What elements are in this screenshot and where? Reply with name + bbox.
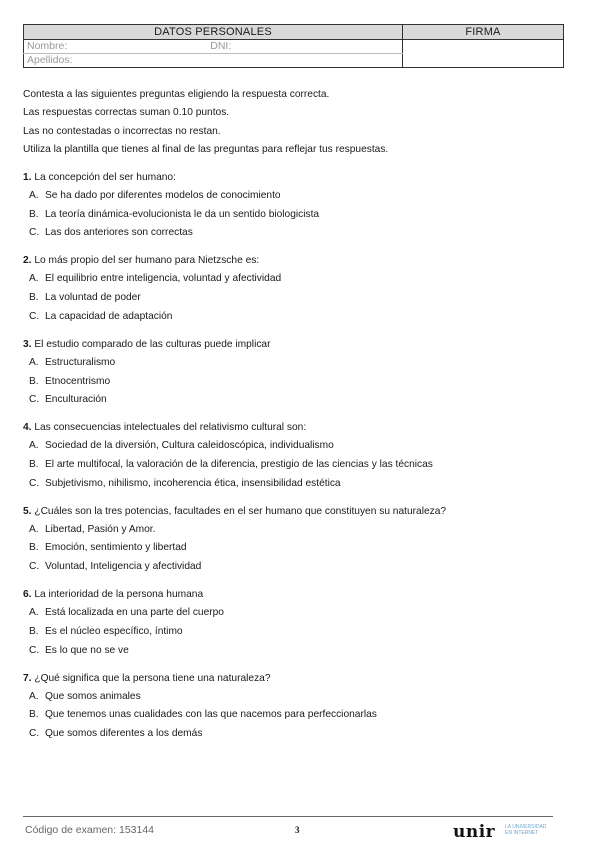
option-text: El equilibrio entre inteligencia, voluntad y afectividad: [45, 273, 282, 285]
option-letter: A.: [29, 607, 39, 619]
option-text: Que tenemos unas cualidades con las que nacemos para perfeccionarlas: [45, 709, 377, 721]
question-number: 1.: [23, 172, 32, 183]
question-2: [23, 252, 583, 326]
option-letter: C.: [29, 310, 40, 322]
option-b[interactable]: [23, 706, 583, 725]
option-text: Está localizada en una parte del cuerpo: [45, 607, 224, 619]
option-text: La voluntad de poder: [45, 292, 141, 304]
option-b[interactable]: [23, 456, 583, 475]
option-text: Voluntad, Inteligencia y afectividad: [45, 561, 202, 573]
option-text: Es el núcleo específico, íntimo: [45, 625, 183, 637]
option-letter: A.: [29, 523, 39, 535]
dni-label: DNI:: [210, 40, 232, 52]
option-text: Se ha dado por diferentes modelos de conocimiento: [45, 190, 281, 201]
apellidos-field[interactable]: [24, 54, 403, 68]
option-letter: C.: [29, 394, 40, 406]
option-letter: B.: [29, 292, 39, 304]
option-letter: C.: [29, 227, 40, 239]
option-text: Es lo que no se ve: [45, 644, 129, 656]
question-text: La concepción del ser humano:: [34, 172, 176, 183]
option-b[interactable]: [23, 539, 583, 558]
option-text: Que somos diferentes a los demás: [45, 728, 203, 739]
instruction-line: Utiliza la plantilla que tienes al final de las preguntas para reflejar tus respuestas.: [23, 144, 389, 156]
option-text: La teoría dinámica-evolucionista le da un sentido biologicista: [45, 208, 320, 220]
logo-tagline: [505, 824, 546, 836]
option-a[interactable]: [23, 270, 583, 289]
question-number: 5.: [23, 505, 32, 517]
apellidos-label: Apellidos:: [27, 54, 73, 66]
option-a[interactable]: [23, 437, 583, 456]
option-a[interactable]: [23, 688, 583, 707]
question-5: [23, 503, 583, 577]
page-footer: [23, 816, 553, 841]
personal-data-table: [23, 24, 564, 68]
option-a[interactable]: [23, 354, 583, 373]
logo-tagline-line: LA UNIVERSIDAD: [505, 824, 547, 830]
question-number: 2.: [23, 255, 32, 267]
option-letter: B.: [29, 208, 39, 220]
option-letter: A.: [29, 356, 39, 368]
page-number: 3: [295, 825, 300, 835]
question-list: [23, 169, 583, 753]
option-letter: A.: [29, 190, 39, 201]
option-letter: A.: [29, 440, 39, 452]
logo-brand: unir: [453, 822, 496, 842]
option-c[interactable]: [23, 391, 583, 410]
option-text: Subjetivismo, nihilismo, incoherencia ética, insensibilidad estética: [45, 477, 341, 489]
question-7: [23, 670, 583, 744]
option-a[interactable]: [23, 521, 583, 540]
option-text: Libertad, Pasión y Amor.: [45, 523, 156, 535]
question-number: 3.: [23, 338, 32, 350]
option-c[interactable]: [23, 224, 583, 243]
option-letter: B.: [29, 542, 39, 554]
option-letter: C.: [29, 644, 40, 656]
option-letter: A.: [29, 690, 39, 702]
option-b[interactable]: [23, 623, 583, 642]
option-letter: A.: [29, 273, 39, 285]
option-text: El arte multifocal, la valoración de la diferencia, prestigio de las ciencias y las técnicas: [45, 459, 433, 470]
option-letter: B.: [29, 709, 39, 721]
question-6: [23, 586, 583, 660]
nombre-dni-field[interactable]: [24, 40, 403, 54]
question-number: 7.: [23, 672, 32, 684]
question-text: ¿Cuáles son la tres potencias, facultades en el ser humano que constituyen su naturaleza?: [34, 505, 447, 517]
option-b[interactable]: [23, 289, 583, 308]
instruction-line: Las no contestadas o incorrectas no restan.: [23, 125, 221, 137]
option-letter: C.: [29, 561, 40, 573]
option-text: Emoción, sentimiento y libertad: [45, 542, 187, 554]
option-text: Sociedad de la diversión, Cultura caleidoscópica, individualismo: [45, 440, 334, 452]
question-number: 4.: [23, 422, 32, 434]
option-letter: B.: [29, 625, 39, 637]
question-text: Lo más propio del ser humano para Nietzsche es:: [34, 255, 260, 267]
option-letter: B.: [29, 375, 39, 387]
option-b[interactable]: [23, 206, 583, 225]
firma-heading: FIRMA: [403, 25, 564, 40]
exam-code: Código de examen: 153144: [25, 824, 155, 836]
option-c[interactable]: [23, 475, 583, 494]
option-text: Estructuralismo: [45, 356, 116, 368]
question-number: 6.: [23, 589, 32, 601]
option-letter: B.: [29, 459, 39, 470]
option-text: Las dos anteriores son correctas: [45, 227, 193, 239]
option-c[interactable]: [23, 308, 583, 327]
option-letter: C.: [29, 477, 40, 489]
question-4: [23, 419, 583, 493]
instruction-line: Contesta a las siguientes preguntas eligiendo la respuesta correcta.: [23, 89, 330, 100]
option-b[interactable]: [23, 373, 583, 392]
option-a[interactable]: [23, 604, 583, 623]
question-text: El estudio comparado de las culturas puede implicar: [34, 338, 271, 350]
option-letter: C.: [29, 728, 40, 739]
option-c[interactable]: [23, 642, 583, 661]
option-c[interactable]: [23, 725, 583, 744]
firma-field[interactable]: [403, 40, 564, 68]
option-c[interactable]: [23, 558, 583, 577]
option-text: Que somos animales: [45, 690, 141, 702]
option-text: Etnocentrismo: [45, 375, 111, 387]
question-text: La interioridad de la persona humana: [34, 589, 204, 601]
logo-tagline-line: EN INTERNET: [505, 830, 539, 836]
option-text: Enculturación: [45, 394, 107, 406]
nombre-label: Nombre:: [27, 40, 68, 52]
instructions: [23, 86, 573, 160]
question-text: ¿Qué significa que la persona tiene una naturaleza?: [34, 672, 271, 684]
option-a[interactable]: [23, 187, 583, 206]
question-text: Las consecuencias intelectuales del relativismo cultural son:: [34, 422, 307, 434]
instruction-line: Las respuestas correctas suman 0.10 puntos.: [23, 107, 230, 119]
question-3: [23, 336, 583, 410]
option-text: La capacidad de adaptación: [45, 310, 173, 322]
question-1: [23, 169, 583, 243]
datos-personales-heading: DATOS PERSONALES: [24, 25, 403, 40]
